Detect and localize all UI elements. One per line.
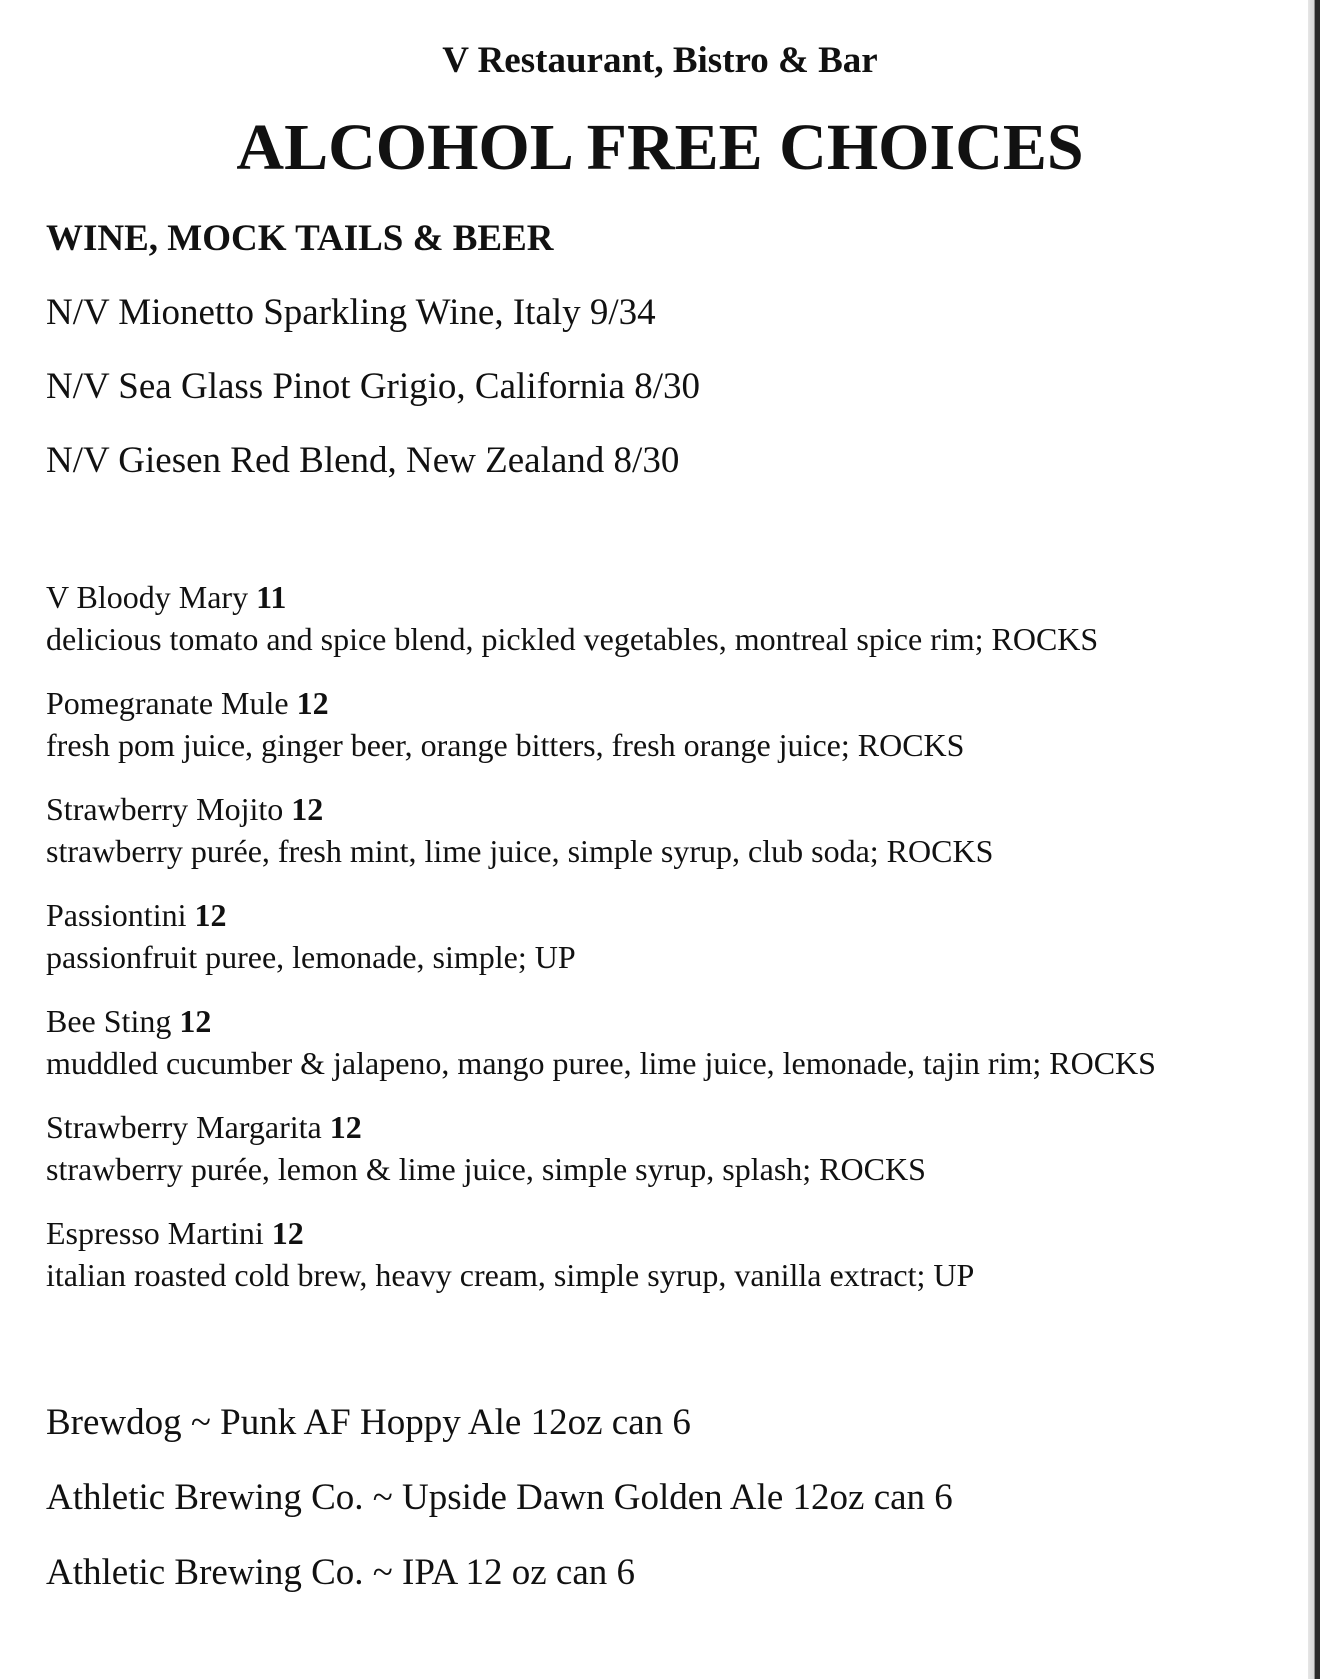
mocktail-name: V Bloody Mary — [46, 579, 249, 615]
mocktail-name: Strawberry Mojito — [46, 791, 284, 827]
mocktail-item — [46, 788, 1156, 894]
mocktail-price: 12 — [291, 791, 324, 827]
mocktail-price: 12 — [194, 897, 227, 933]
section-heading: WINE, MOCK TAILS & BEER — [46, 218, 554, 259]
mocktail-item — [46, 1212, 1156, 1318]
mocktail-title — [46, 682, 1156, 724]
wine-item: N/V Sea Glass Pinot Grigio, California 8/30 — [46, 366, 700, 407]
mocktail-list — [46, 576, 1156, 1318]
mocktail-price: 12 — [329, 1109, 362, 1145]
mocktail-price: 12 — [271, 1215, 304, 1251]
wine-list — [46, 288, 700, 510]
beer-item: Brewdog ~ Punk AF Hoppy Ale 12oz can 6 — [46, 1402, 691, 1443]
beer-list — [46, 1398, 953, 1623]
mocktail-name: Strawberry Margarita — [46, 1109, 322, 1145]
mocktail-name: Espresso Martini — [46, 1215, 264, 1251]
mocktail-name: Bee Sting — [46, 1003, 172, 1039]
mocktail-title — [46, 576, 1156, 618]
wine-item: N/V Mionetto Sparkling Wine, Italy 9/34 — [46, 292, 656, 333]
restaurant-name: V Restaurant, Bistro & Bar — [442, 40, 878, 81]
mocktail-description: delicious tomato and spice blend, pickled vegetables, montreal spice rim; ROCKS — [46, 621, 1099, 657]
mocktail-price: 12 — [296, 685, 329, 721]
mocktail-description: passionfruit puree, lemonade, simple; UP — [46, 939, 576, 975]
mocktail-name: Pomegranate Mule — [46, 685, 289, 721]
page-title: ALCOHOL FREE CHOICES — [236, 111, 1084, 184]
mocktail-description: muddled cucumber & jalapeno, mango puree, lime juice, lemonade, tajin rim; ROCKS — [46, 1045, 1156, 1081]
mocktail-price: 12 — [179, 1003, 212, 1039]
mocktail-name: Passiontini — [46, 897, 187, 933]
mocktail-item — [46, 1106, 1156, 1212]
wine-item: N/V Giesen Red Blend, New Zealand 8/30 — [46, 440, 680, 481]
mocktail-title — [46, 1000, 1156, 1042]
mocktail-item — [46, 682, 1156, 788]
mocktail-description: italian roasted cold brew, heavy cream, simple syrup, vanilla extract; UP — [46, 1257, 975, 1293]
mocktail-description: strawberry purée, lemon & lime juice, simple syrup, splash; ROCKS — [46, 1151, 926, 1187]
mocktail-title — [46, 788, 1156, 830]
page-edge-divider — [1308, 0, 1320, 1679]
beer-item: Athletic Brewing Co. ~ Upside Dawn Golden Ale 12oz can 6 — [46, 1477, 953, 1518]
mocktail-price: 11 — [256, 579, 287, 615]
mocktail-title — [46, 1106, 1156, 1148]
mocktail-item — [46, 1000, 1156, 1106]
beer-item: Athletic Brewing Co. ~ IPA 12 oz can 6 — [46, 1552, 636, 1593]
mocktail-title — [46, 894, 1156, 936]
mocktail-description: strawberry purée, fresh mint, lime juice, simple syrup, club soda; ROCKS — [46, 833, 994, 869]
mocktail-item — [46, 576, 1156, 682]
mocktail-item — [46, 894, 1156, 1000]
mocktail-title — [46, 1212, 1156, 1254]
mocktail-description: fresh pom juice, ginger beer, orange bitters, fresh orange juice; ROCKS — [46, 727, 965, 763]
